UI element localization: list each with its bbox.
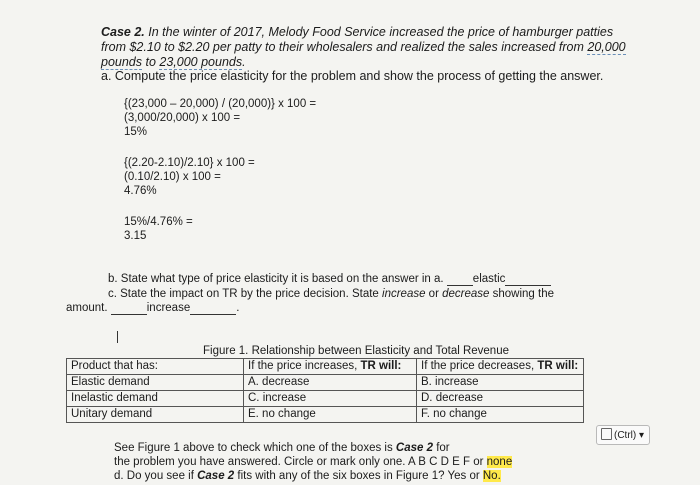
question-c-cont: amount. increase . xyxy=(66,302,240,314)
price-change-step1: {(2.20-2.10)/2.10} x 100 = xyxy=(124,157,255,169)
table-header-cell: Product that has: xyxy=(67,359,244,375)
elasticity-step: 15%/4.76% = xyxy=(124,216,193,228)
elasticity-result: 3.15 xyxy=(124,230,147,242)
table-header-row xyxy=(67,359,584,375)
table-cell: A. decrease xyxy=(244,375,417,391)
clipboard-icon xyxy=(601,428,612,440)
table-header-cell: If the price increases, TR will: xyxy=(244,359,417,375)
case-statement-line2: from $2.10 to $2.20 per patty to their wholesalers and realized the sales increased from 20,000 xyxy=(101,40,626,54)
footer-circle-choice: the problem you have answered. Circle or mark only one. A B C D E F or none xyxy=(114,456,513,468)
table-cell: Elastic demand xyxy=(67,375,244,391)
question-b: b. State what type of price elasticity it is based on the answer in a. elastic xyxy=(108,272,551,286)
table-cell: B. increase xyxy=(417,375,584,391)
table-row xyxy=(67,407,584,423)
answer-no[interactable]: No. xyxy=(482,470,501,482)
table-cell: C. increase xyxy=(244,391,417,407)
qty-change-step1: {(23,000 – 20,000) / (20,000)} x 100 = xyxy=(124,98,317,110)
text-cursor xyxy=(117,331,118,343)
table-row xyxy=(67,391,584,407)
chevron-down-icon: ▾ xyxy=(639,430,645,441)
answer-blank[interactable] xyxy=(505,273,551,286)
question-a: a. Compute the price elasticity for the problem and show the process of getting the answer. xyxy=(101,69,604,83)
price-change-result: 4.76% xyxy=(124,185,157,197)
qty-change-result: 15% xyxy=(124,126,148,138)
table-cell: Inelastic demand xyxy=(67,391,244,407)
table-header-cell: If the price decreases, TR will: xyxy=(417,359,584,375)
figure-title: Figure 1. Relationship between Elasticity and Total Revenue xyxy=(203,345,509,357)
qty-change-step2: (3,000/20,000) x 100 = xyxy=(124,112,241,124)
case-statement-line3: pounds to 23,000 pounds. xyxy=(101,55,246,69)
table-cell: E. no change xyxy=(244,407,417,423)
answer-c: increase xyxy=(146,302,191,314)
footer-see-figure: See Figure 1 above to check which one of the boxes is Case 2 for xyxy=(114,442,450,454)
price-change-step2: (0.10/2.10) x 100 = xyxy=(124,171,221,183)
answer-b: elastic xyxy=(472,273,506,285)
table-row xyxy=(67,375,584,391)
paste-options-button[interactable]: (Ctrl) ▾ xyxy=(596,425,650,445)
table-cell: D. decrease xyxy=(417,391,584,407)
answer-blank[interactable] xyxy=(190,302,236,315)
table-cell: Unitary demand xyxy=(67,407,244,423)
answer-blank[interactable] xyxy=(447,273,473,286)
elasticity-table xyxy=(66,358,584,423)
case-statement-line1: Case 2. In the winter of 2017, Melody Food Service increased the price of hamburger patties xyxy=(101,25,614,39)
answer-none[interactable]: none xyxy=(486,456,513,468)
answer-blank[interactable] xyxy=(111,302,147,315)
table-cell: F. no change xyxy=(417,407,584,423)
question-d: d. Do you see if Case 2 fits with any of the six boxes in Figure 1? Yes or No. xyxy=(114,470,501,482)
question-c: c. State the impact on TR by the price decision. State increase or decrease showing the xyxy=(108,288,554,300)
